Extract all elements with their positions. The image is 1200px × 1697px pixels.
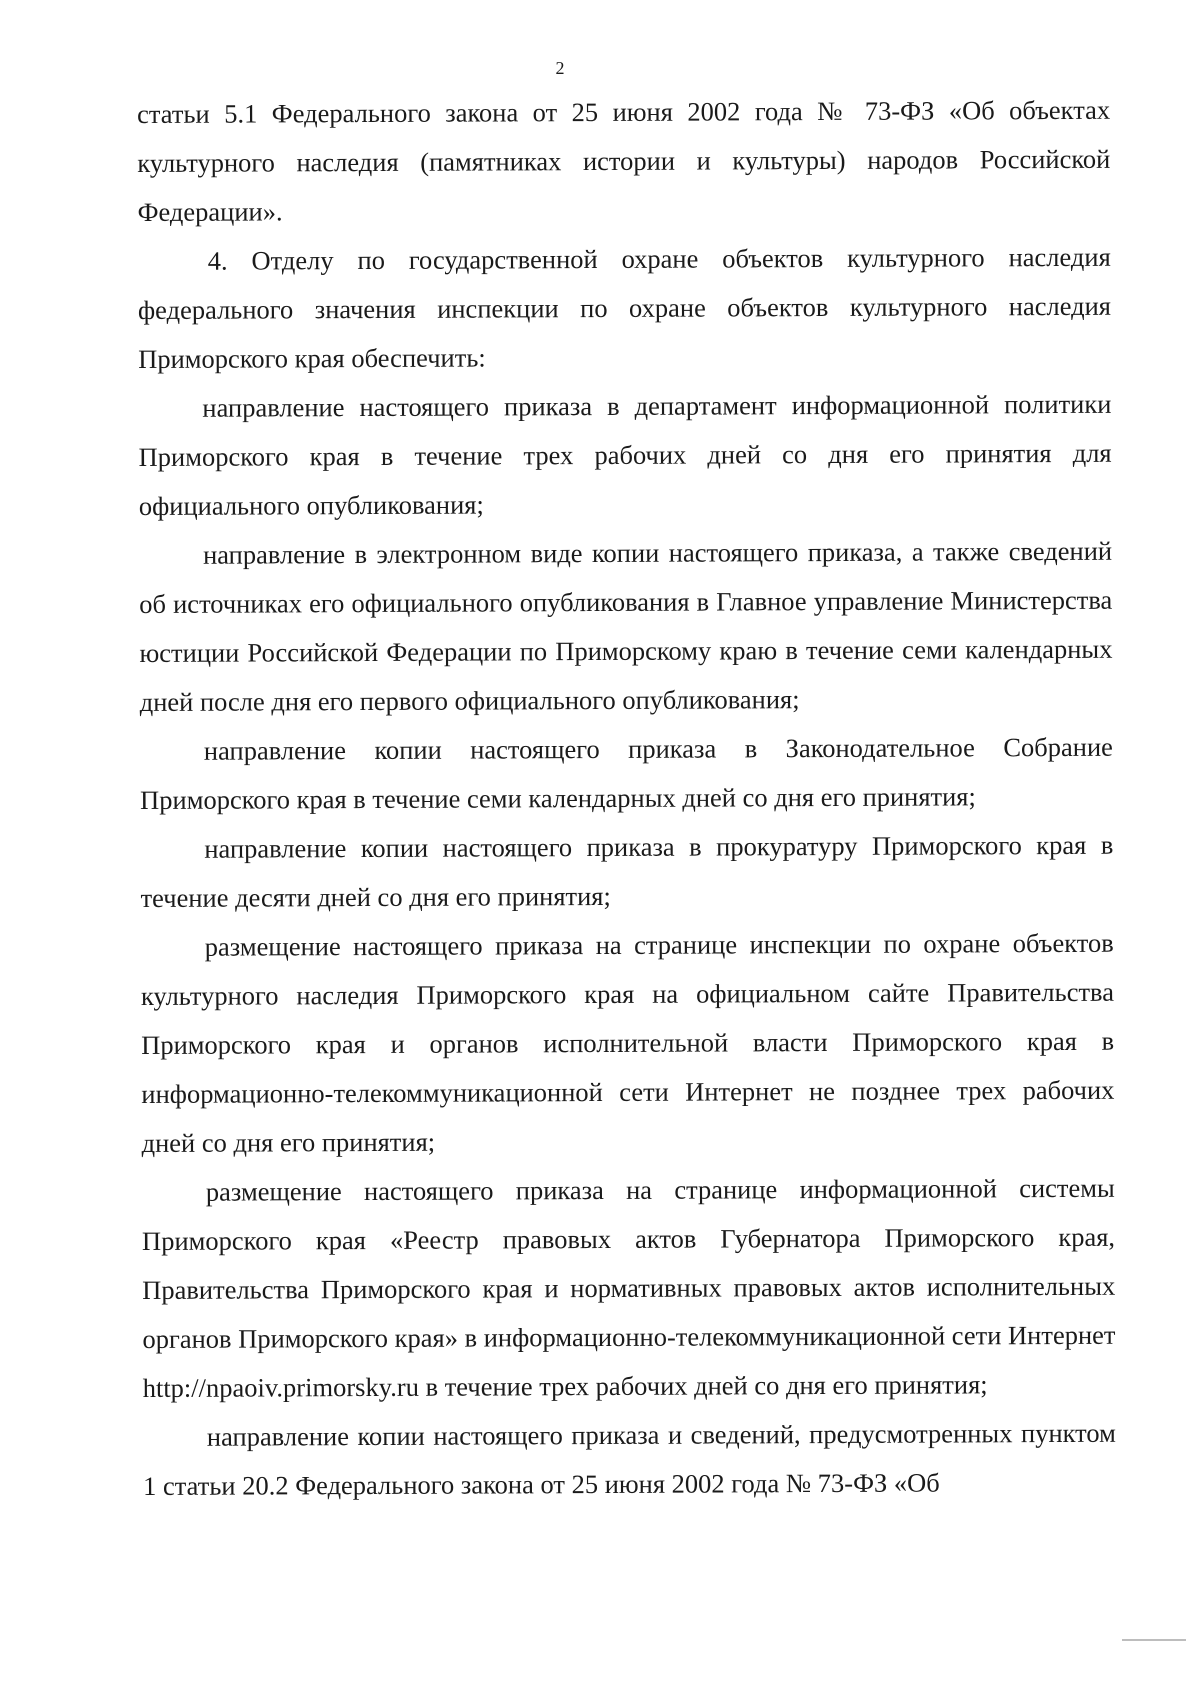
paragraph-subitem-justice-ministry: направление в электронном виде копии настоящего приказа, а также сведений об источниках его официального опубликования в Главное управление Министерства юстиции Российской Федерации по Приморскому краю в течение семи календарных дней после дня его первого официального опубликования; <box>139 535 1113 717</box>
paragraph-continuation: статьи 5.1 Федерального закона от 25 июня 2002 года № 73-ФЗ «Об объектах культурного наследия (памятниках истории и культуры) народов Российской Федерации». <box>137 94 1111 227</box>
paragraph-subitem-prosecutor: направление копии настоящего приказа в прокуратуру Приморского края в течение десяти дней со дня его принятия; <box>140 829 1114 913</box>
document-body <box>137 86 1116 1511</box>
paragraph-subitem-copy-sending: направление копии настоящего приказа и сведений, предусмотренных пунктом 1 статьи 20.2 Федерального закона от 25 июня 2002 года № 73-ФЗ «Об <box>143 1417 1116 1501</box>
scan-edge-mark <box>1122 1639 1186 1641</box>
paragraph-subitem-legislative-assembly: направление копии настоящего приказа в Законодательное Собрание Приморского края в течение семи календарных дней со дня его принятия; <box>140 731 1113 815</box>
paragraph-subitem-registry: размещение настоящего приказа на странице информационной системы Приморского края «Реестр правовых актов Губернатора Приморского края, Правительства Приморского края и нормативных правовых актов исполнительных органов Приморского края» в информационно-телекоммуникационной сети Интернет http://npaoiv.primorsky.ru в течение трех рабочих дней со дня его принятия; <box>141 1172 1116 1403</box>
paragraph-subitem-government-site: размещение настоящего приказа на странице инспекции по охране объектов культурного наследия Приморского края на официальном сайте Правительства Приморского края и органов исполнительной власти Приморского края в информационно-телекоммуникационной сети Интернет не позднее трех рабочих дней со дня его принятия; <box>140 927 1115 1158</box>
page-number: 2 <box>555 58 565 78</box>
paragraph-subitem-info-policy: направление настоящего приказа в департамент информационной политики Приморского края в течение трех рабочих дней со дня его принятия для официального опубликования; <box>138 388 1112 521</box>
paragraph-item-4: 4. Отделу по государственной охране объектов культурного наследия федерального значения инспекции по охране объектов культурного наследия Приморского края обеспечить: <box>137 241 1112 374</box>
